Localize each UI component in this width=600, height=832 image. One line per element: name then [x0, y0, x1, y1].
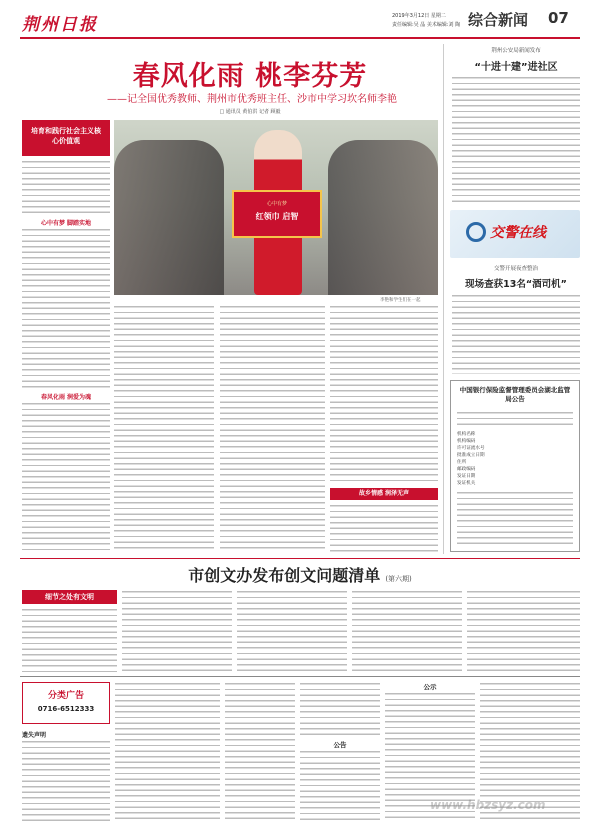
- notice-field: 发证日期: [457, 474, 476, 479]
- bottom-sub-box-text: 细节之处有文明: [45, 593, 94, 601]
- inline-red-box: [22, 120, 110, 156]
- notice-title: 中国银行保险监督管理委员会湖北监管局公告: [459, 386, 571, 403]
- section-head-1: 心中有梦 脚踏实地: [40, 220, 92, 227]
- article-body-col3: [220, 305, 325, 552]
- lost-notice-heading: 遗失声明: [22, 732, 47, 739]
- bottom-col2: [122, 590, 232, 672]
- article-body-col1a: [22, 160, 110, 215]
- photo-red-sign: [232, 190, 322, 238]
- bottom-col1: [22, 608, 117, 672]
- classified-col4: [300, 682, 380, 736]
- right-headline: “十进十建”进社区: [474, 62, 558, 73]
- section-head-3: [330, 488, 438, 500]
- classified-col1: [22, 740, 110, 822]
- section-head-2: 春风化雨 润爱为魂: [40, 394, 92, 401]
- notice-body: [457, 491, 573, 547]
- notice-field: 机构名称: [457, 432, 476, 437]
- main-photo: [114, 120, 438, 295]
- masthead-rule: [20, 37, 580, 39]
- watermark: www.hbzsyz.com: [430, 798, 546, 812]
- public-notice2-heading: 公示: [423, 683, 437, 691]
- notice-field: 邮政编码: [457, 467, 476, 472]
- traffic-logo-text: 交警在线: [490, 225, 546, 241]
- notice-field: 批准成立日期: [457, 453, 485, 458]
- main-headline: 春风化雨 桃李芬芳: [132, 61, 368, 92]
- classified-header: [22, 682, 110, 724]
- classified-phone: 0716-6512333: [37, 705, 95, 713]
- bottom-sub-box: [22, 590, 117, 604]
- classified-col2: [115, 682, 220, 822]
- photo-sign-small: 心中有梦: [266, 201, 287, 207]
- masthead-logo: 荆州日报: [22, 15, 98, 35]
- bottom-headline-suffix: (第六期): [385, 575, 412, 583]
- bottom-divider: [20, 558, 580, 559]
- article-body-col4b: [330, 504, 438, 552]
- section-name: 综合新闻: [468, 11, 529, 29]
- notice-fields: [457, 431, 575, 487]
- section-head-3-text: 故乡情感 润泽无声: [358, 490, 410, 497]
- issue-date: 2019年3月12日 星期二: [392, 13, 446, 19]
- page-number: 07: [548, 9, 569, 27]
- bottom-col4: [352, 590, 462, 672]
- notice-field: 机构编码: [457, 439, 476, 444]
- article-body-col1b: [22, 228, 110, 388]
- traffic-headline: 现场查获13名“酒司机”: [465, 279, 567, 290]
- photo-people-right: [328, 140, 438, 295]
- classified-col4b: [300, 750, 380, 822]
- traffic-kicker: 交警开展夜查整治: [493, 266, 538, 272]
- article-body-col1c: [22, 402, 110, 552]
- classified-title: 分类广告: [47, 691, 84, 701]
- notice-field: 住所: [457, 460, 467, 465]
- classified-col3: [225, 682, 295, 822]
- right-body-2: [452, 294, 580, 374]
- main-subheadline: ——记全国优秀教师、荆州市优秀班主任、沙市中学习坎名师李艳: [107, 94, 397, 105]
- article-body-col4: [330, 305, 438, 485]
- right-body-1: [452, 76, 580, 204]
- notice-field: 许可证流水号: [457, 446, 485, 451]
- right-kicker: 荆州公安局新闻发布: [491, 48, 541, 54]
- notice-field: 发证机关: [457, 481, 476, 486]
- notice-box: [450, 380, 580, 552]
- traffic-logo-icon: [466, 222, 486, 242]
- bottom-col3: [237, 590, 347, 672]
- bottom-headline-wrap: [60, 563, 540, 586]
- page-editors: 责任编辑:吴 晶 美术编辑:刘 陶: [392, 22, 461, 28]
- inline-red-box-text: 培育和践行社会主义核心价值观: [31, 127, 101, 145]
- right-column-divider: [443, 44, 444, 554]
- main-byline: □ 通讯员 黄伯洪 记者 顾毅: [219, 109, 281, 115]
- public-notice-heading: 公告: [333, 741, 347, 749]
- photo-sign-text: 红领巾 启智: [255, 212, 299, 221]
- bottom-headline: 市创文办发布创文问题清单: [188, 566, 381, 585]
- traffic-logo-box: [450, 210, 580, 258]
- classified-divider: [20, 676, 580, 677]
- bottom-col5: [467, 590, 580, 672]
- article-body-col2: [114, 305, 214, 552]
- photo-caption: 李艳和学生们在一起: [380, 298, 421, 303]
- notice-intro: [457, 411, 573, 427]
- photo-people-left: [114, 140, 224, 295]
